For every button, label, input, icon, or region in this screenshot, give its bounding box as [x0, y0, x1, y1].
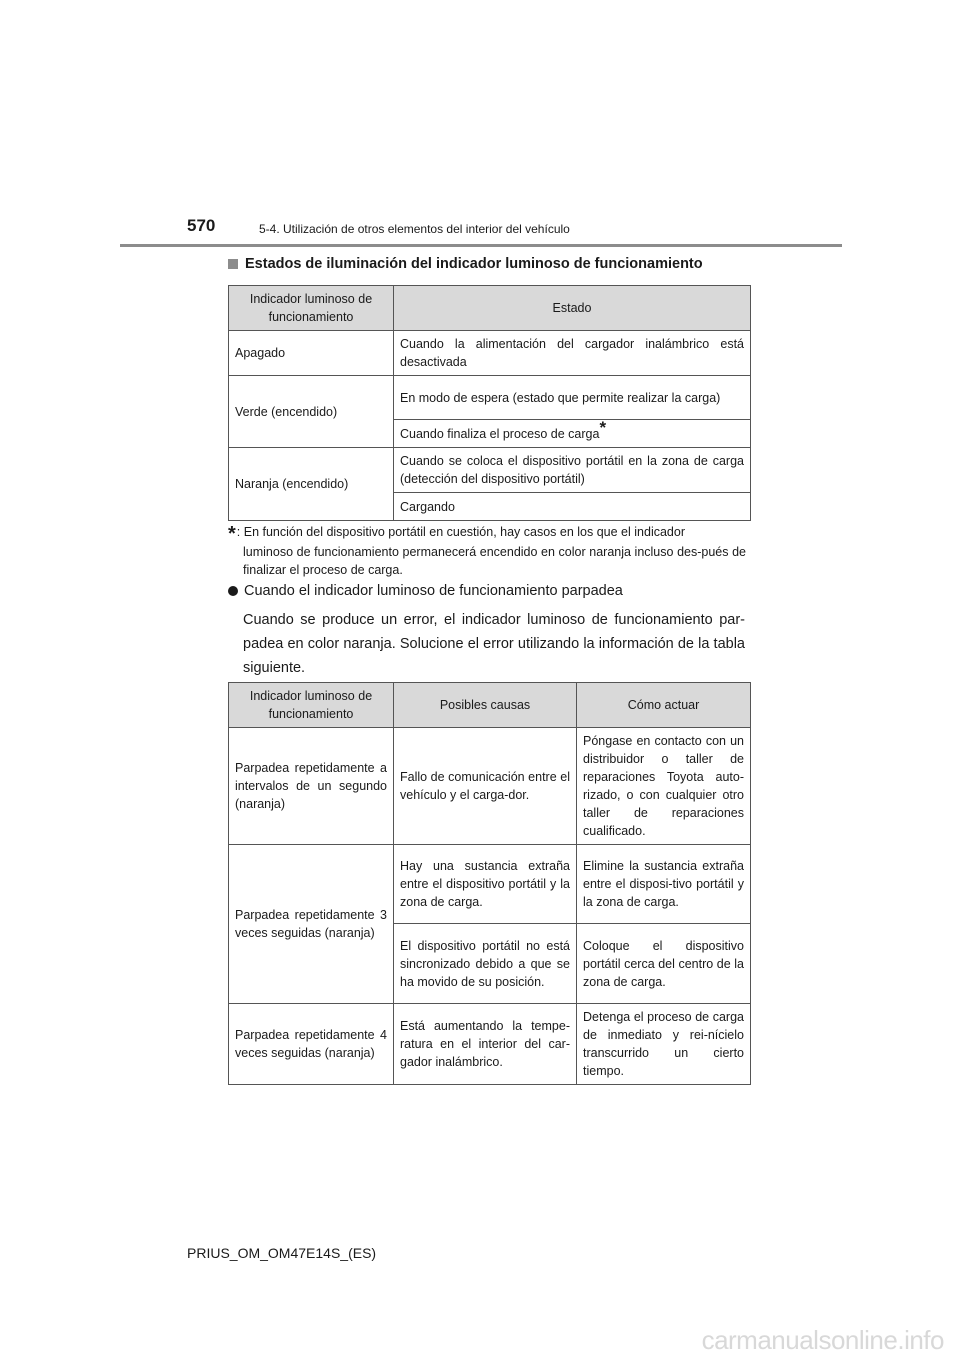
bullet-item	[228, 583, 750, 599]
footnote-mark: *	[599, 417, 607, 437]
table-header-cell: Posibles causas	[394, 683, 577, 728]
cause-cell: Está aumentando la tempe-ratura en el interior del car-gador inalámbrico.	[394, 1004, 577, 1085]
section-heading	[228, 256, 703, 272]
state-cell: Cuando se coloca el dispositivo portátil en la zona de carga (detección del dispositivo portátil)	[394, 448, 751, 493]
indicator-cell: Parpadea repetidamente a intervalos de un segundo (naranja)	[229, 728, 394, 845]
state-cell: En modo de espera (estado que permite realizar la carga)	[394, 376, 751, 420]
header-divider	[120, 244, 842, 247]
table-header-cell: Estado	[394, 286, 751, 331]
indicator-cell: Apagado	[229, 331, 394, 376]
indicator-cell: Parpadea repetidamente 4 veces seguidas (naranja)	[229, 1004, 394, 1085]
table-header-cell: Indicador luminoso de funcionamiento	[229, 683, 394, 728]
state-cell	[394, 417, 751, 448]
indicator-cell: Naranja (encendido)	[229, 448, 394, 521]
action-cell: Detenga el proceso de carga de inmediato y rei-nícielo transcurrido un cierto tiempo.	[577, 1004, 751, 1085]
page-number: 570	[187, 216, 216, 235]
indicator-cell: Verde (encendido)	[229, 376, 394, 448]
table-row	[229, 728, 751, 845]
action-cell: Elimine la sustancia extraña entre el disposi-tivo portátil y la zona de carga.	[577, 845, 751, 924]
action-cell: Póngase en contacto con un distribuidor o taller de reparaciones Toyota auto-rizado, o con cualquier otro taller de reparaciones cualificado.	[577, 728, 751, 845]
action-cell: Coloque el dispositivo portátil cerca del centro de la zona de carga.	[577, 924, 751, 1004]
table-row	[229, 1004, 751, 1085]
indicator-cell: Parpadea repetidamente 3 veces seguidas (naranja)	[229, 845, 394, 1004]
bullet-dot-icon	[228, 586, 238, 596]
watermark: carmanualsonline.info	[701, 1325, 944, 1355]
cause-cell: Fallo de comunicación entre el vehículo y el carga-dor.	[394, 728, 577, 845]
section-heading-text: Estados de iluminación del indicador luminoso de funcionamiento	[245, 256, 703, 272]
footnote-star: *	[228, 523, 236, 545]
state-text: Cuando finaliza el proceso de carga	[400, 426, 600, 441]
table-header-row	[229, 683, 751, 728]
cause-cell: Hay una sustancia extraña entre el dispositivo portátil y la zona de carga.	[394, 845, 577, 924]
section-header: 5-4. Utilización de otros elementos del interior del vehículo	[259, 222, 570, 236]
cause-cell: El dispositivo portátil no está sincronizado debido a que se ha movido de su posición.	[394, 924, 577, 1004]
square-bullet-icon	[228, 259, 238, 269]
table-header-cell: Cómo actuar	[577, 683, 751, 728]
table-header-cell: Indicador luminoso de funcionamiento	[229, 286, 394, 331]
footnote-continuation: luminoso de funcionamiento permanecerá encendido en color naranja incluso des-pués de finalizar el proceso de carga.	[243, 545, 746, 577]
table-row	[229, 331, 751, 376]
indicator-states-table	[228, 285, 751, 521]
table-row	[229, 448, 751, 493]
table-row	[229, 845, 751, 924]
state-cell: Cargando	[394, 493, 751, 521]
document-code: PRIUS_OM_OM47E14S_(ES)	[187, 1245, 377, 1261]
blinking-troubleshoot-table	[228, 682, 751, 1085]
table-header-row	[229, 286, 751, 331]
bullet-text: Cuando el indicador luminoso de funcionamiento parpadea	[244, 583, 623, 599]
state-cell: Cuando la alimentación del cargador inalámbrico está desactivada	[394, 331, 751, 376]
body-paragraph: Cuando se produce un error, el indicador luminoso de funcionamiento par-padea en color naranja. Solucione el error utilizando la información de la tabla siguiente.	[243, 612, 745, 676]
table-row	[229, 376, 751, 420]
footnote-text: : En función del dispositivo portátil en cuestión, hay casos en los que el indicador	[236, 525, 685, 539]
footnote	[228, 523, 746, 579]
